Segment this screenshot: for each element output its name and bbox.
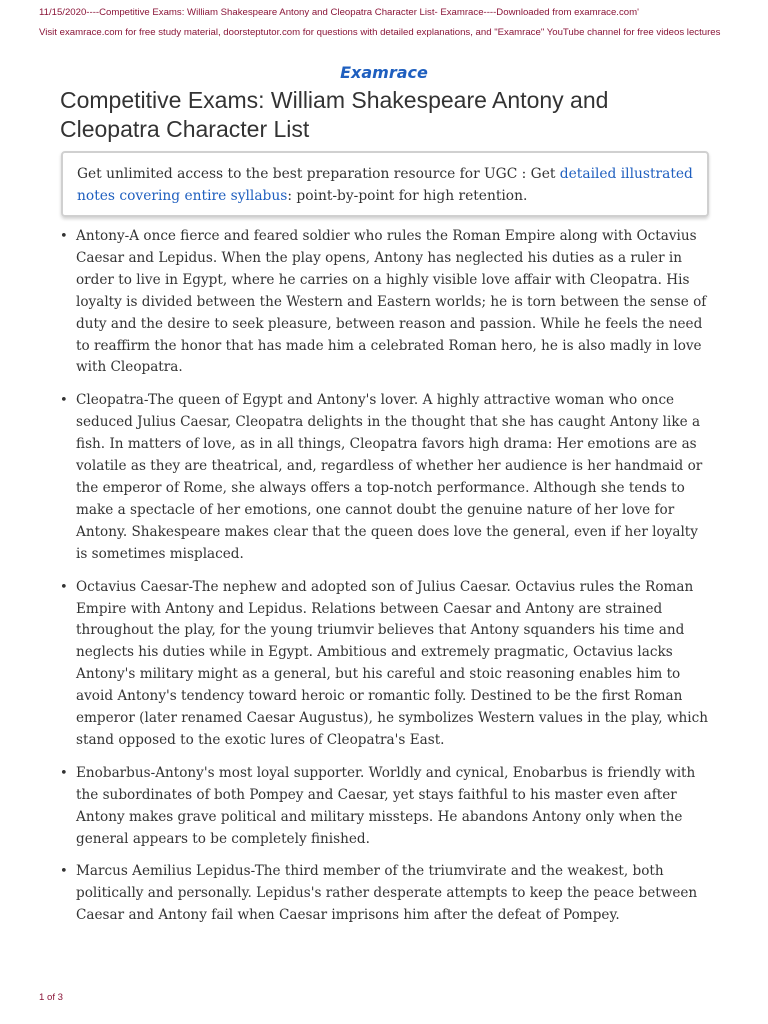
bullet-icon: • <box>60 229 68 244</box>
brand-logo-text[interactable]: Examrace <box>340 63 428 82</box>
bullet-icon: • <box>60 765 68 781</box>
character-list <box>60 226 710 938</box>
list-item-text: Enobarbus-Antony's most loyal supporter. Worldly and cynical, Enobarbus is friendly with the subordinates of both Pompey and Caesar, yet stays faithful to his master even after Antony makes grave political and military missteps. He abandons Antony only when the general appears to be completely finished. <box>76 764 696 847</box>
list-item-enobarbus <box>60 763 710 851</box>
list-item-text: Marcus Aemilius Lepidus-The third member of the triumvirate and the weakest, both politically and personally. Lepidus's rather desperate attempts to keep the peace between Caesar and Antony fail when Caesar imprisons him after the defeat of Pompey. <box>76 863 698 924</box>
page-title: Competitive Exams: William Shakespeare Antony and Cleopatra Character List <box>60 87 609 142</box>
list-item-cleopatra <box>60 390 710 565</box>
print-header-notice: Visit examrace.com for free study material, doorsteptutor.com for questions with detailed explanations, and "Examrace" YouTube channel for free videos lectures <box>39 27 721 38</box>
list-item-antony <box>60 226 710 379</box>
promo-prefix: Get unlimited access to the best preparation resource for UGC : Get <box>77 166 560 182</box>
page-number: 1 of 3 <box>39 992 64 1003</box>
list-item-text: Cleopatra-The queen of Egypt and Antony's lover. A highly attractive woman who once seduced Julius Caesar, Cleopatra delights in the thought that she has caught Antony like a fish. In matters of love, as in all things, Cleopatra favors high drama: Her emotions are as volatile as they are theatrical, and, regardless of whether her audience is her handmaid or the emperor of Rome, she always offers a top-notch performance. Although she tends to make a spectacle of her emotions, one cannot doubt the genuine nature of her love for Antony. Shakespeare makes clear that the queen does love the general, even if her loyalty is sometimes misplaced. <box>76 392 703 562</box>
promo-notes-link[interactable]: detailed illustrated notes covering entire syllabus <box>77 166 693 204</box>
list-item-lepidus <box>60 861 710 927</box>
promo-suffix: : point-by-point for high retention. <box>287 188 528 204</box>
bullet-icon: • <box>60 864 68 880</box>
print-header-title: 11/15/2020----Competitive Exams: William Shakespeare Antony and Cleopatra Character List- Examrace----Downloaded from examrace.com' <box>39 7 639 18</box>
bullet-icon: • <box>60 393 68 409</box>
list-item-octavius-caesar <box>60 577 710 752</box>
bullet-icon: • <box>60 579 68 595</box>
list-item-text: Octavius Caesar-The nephew and adopted son of Julius Caesar. Octavius rules the Roman Empire with Antony and Lepidus. Relations between Caesar and Antony are strained throughout the play, for the young triumvir believes that Antony squanders his time and neglects his duties while in Egypt. Ambitious and extremely pragmatic, Octavius lacks Antony's military might as a general, but his careful and stoic reasoning enables him to avoid Antony's tendency toward heroic or romantic folly. Destined to be the first Roman emperor (later renamed Caesar Augustus), he symbolizes Western values in the play, which stand opposed to the exotic lures of Cleopatra's East. <box>76 578 708 748</box>
promo-box <box>61 151 709 217</box>
list-item-text: Antony-A once fierce and feared soldier who rules the Roman Empire along with Octavius Caesar and Lepidus. When the play opens, Antony has neglected his duties as a ruler in order to live in Egypt, where he carries on a highly visible love affair with Cleopatra. His loyalty is divided between the Western and Eastern worlds; he is torn between the sense of duty and the desire to seek pleasure, between reason and passion. While he feels the need to reaffirm the honor that has made him a celebrated Roman hero, he is also madly in love with Cleopatra. <box>76 228 707 376</box>
